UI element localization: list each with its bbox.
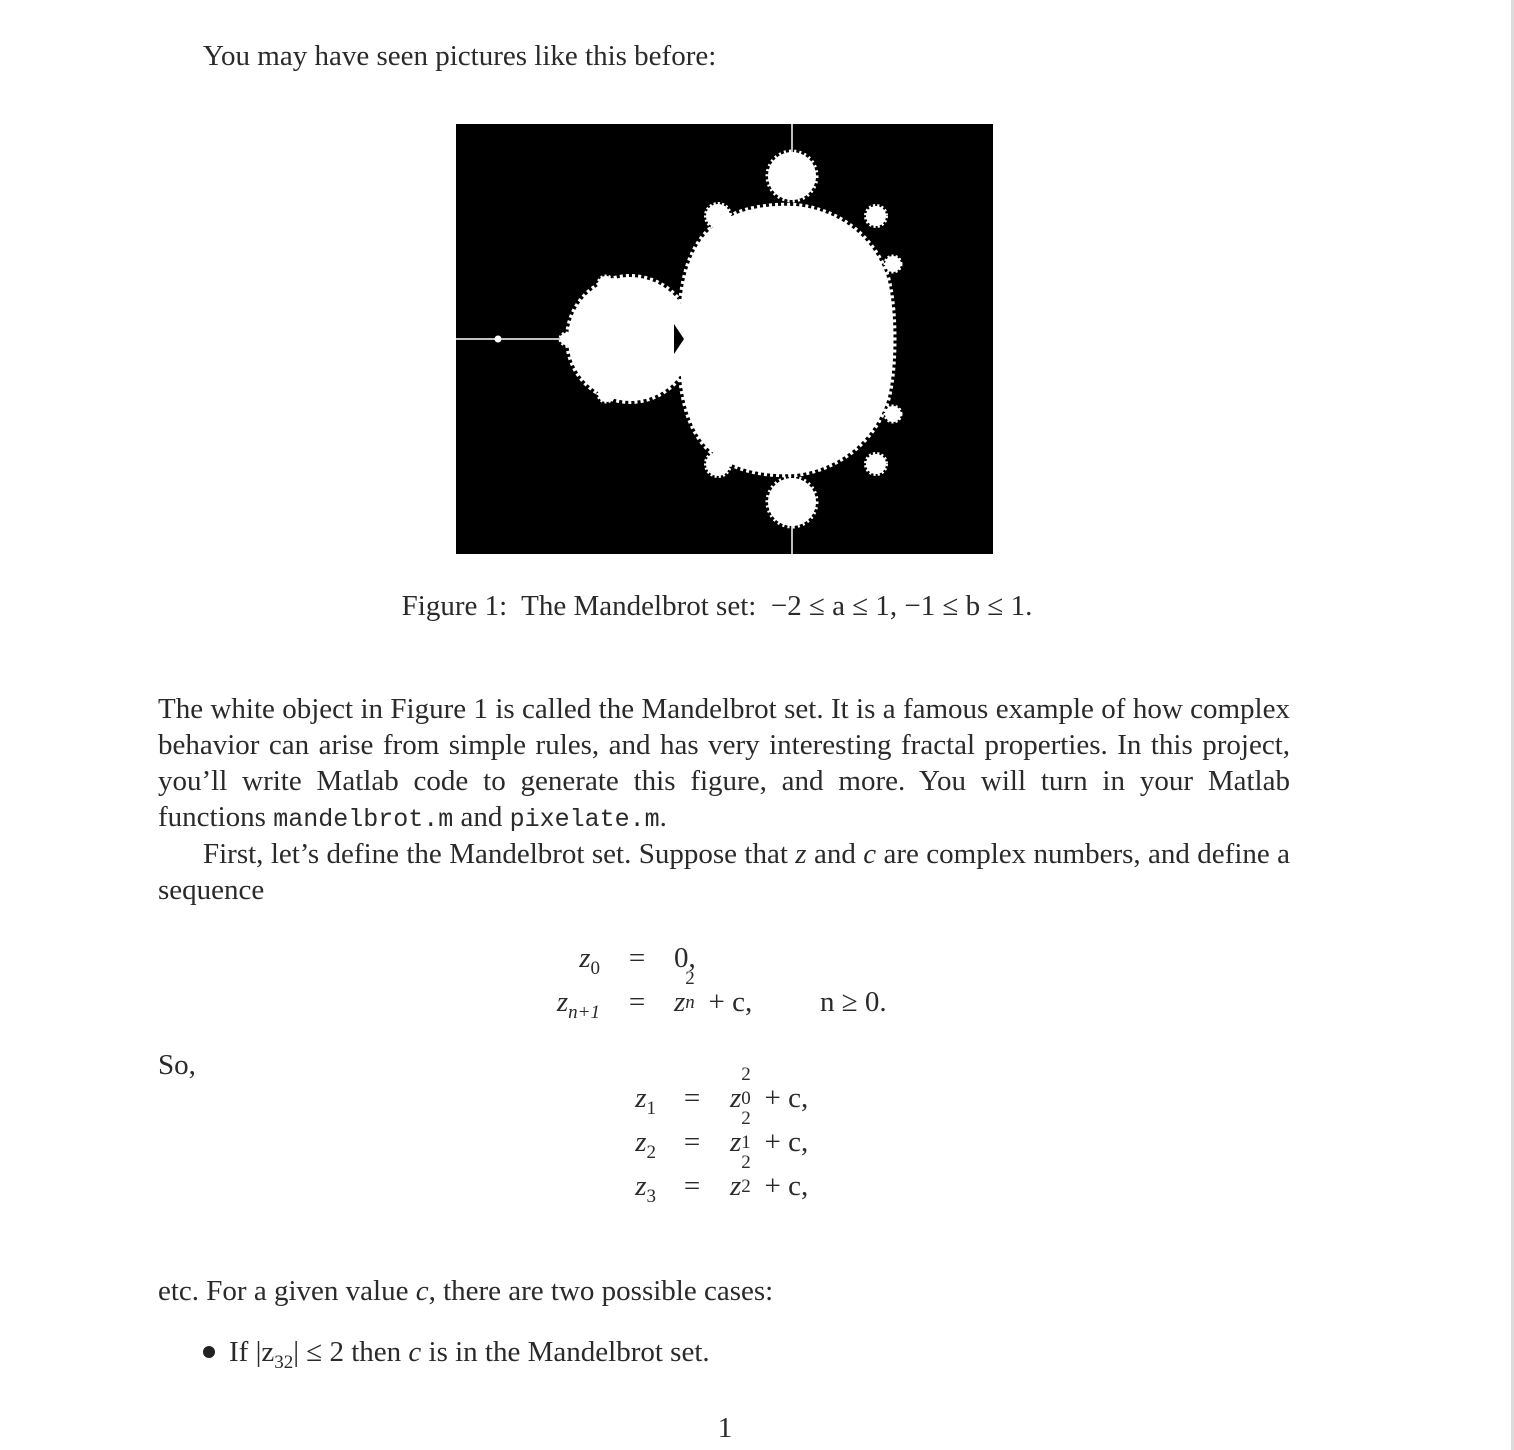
- paragraph-definition: [158, 836, 1290, 908]
- eq2-row3-rhs: z 2 2 + c,: [730, 1152, 809, 1202]
- paragraph-intro: [158, 691, 1290, 838]
- paragraph2-end: are complex numbers, and define a sequence: [158, 838, 1291, 906]
- mandelbrot-figure: [456, 124, 993, 554]
- eq2-row2-lhs: $z_2$: [635, 1126, 656, 1163]
- filename-mandelbrot: mandelbrot.m: [273, 805, 454, 834]
- paragraph1-text: The white object in Figure 1 is called the Mandelbrot set. It is a famous example of how complex behavior can arise from simple rules, and has very interesting fractal properties. In this project, you’ll write Matlab code to generate this figure, and more. You will turn in your Matlab functions: [158, 693, 1290, 833]
- caption-text: The Mandelbrot set:: [521, 590, 757, 622]
- var-c: c: [415, 1275, 429, 1307]
- eq1-row2-rhs: z 2 n + c,: [674, 968, 753, 1018]
- etc-text: etc. For a given value c, there are two possible cases:: [158, 1275, 774, 1307]
- paragraph1-end: .: [659, 801, 667, 833]
- var-c: c: [863, 838, 877, 870]
- eq1-row1-lhs: $z_0$: [579, 942, 600, 979]
- eq1-row1-equals: =: [628, 942, 646, 974]
- mandelbrot-image: [456, 124, 993, 554]
- eq2-row3-equals: =: [683, 1170, 701, 1202]
- caption-math: −2 ≤ a ≤ 1, −1 ≤ b ≤ 1.: [770, 590, 1033, 622]
- filename-pixelate: pixelate.m: [509, 805, 660, 834]
- page-number: 1: [717, 1412, 733, 1444]
- eq2-row2-rhs: z 2 1 + c,: [730, 1108, 809, 1158]
- bullet-item: If $|z_{32}| \le 2$ then c is in the Mandelbrot set.: [203, 1334, 710, 1370]
- var-z: z: [795, 838, 807, 870]
- so-text: So,: [158, 1049, 196, 1081]
- eq2-row2-equals: =: [683, 1126, 701, 1158]
- paragraph2-start: First, let’s define the Mandelbrot set. Suppose that: [203, 838, 788, 870]
- eq1-row2-lhs: $z_{n+1}$: [556, 986, 600, 1023]
- paragraph2-and: and: [813, 838, 856, 870]
- eq2-row1-equals: =: [683, 1082, 701, 1114]
- caption-prefix: Figure 1:: [401, 590, 508, 622]
- paragraph1-and: and: [460, 801, 503, 833]
- eq1-row2-condition: n ≥ 0.: [820, 986, 887, 1018]
- eq1-row2-equals: =: [628, 986, 646, 1018]
- bullet-icon: [203, 1346, 215, 1358]
- var-c: c: [408, 1336, 422, 1368]
- intro-text: You may have seen pictures like this before:: [203, 40, 717, 72]
- eq2-row3-lhs: $z_3$: [635, 1170, 656, 1207]
- eq2-row1-rhs: z 2 0 + c,: [730, 1064, 809, 1114]
- figure-caption: [0, 588, 1434, 624]
- eq2-row1-lhs: $z_1$: [635, 1082, 656, 1119]
- eq1-row1-rhs: 0,: [674, 942, 696, 974]
